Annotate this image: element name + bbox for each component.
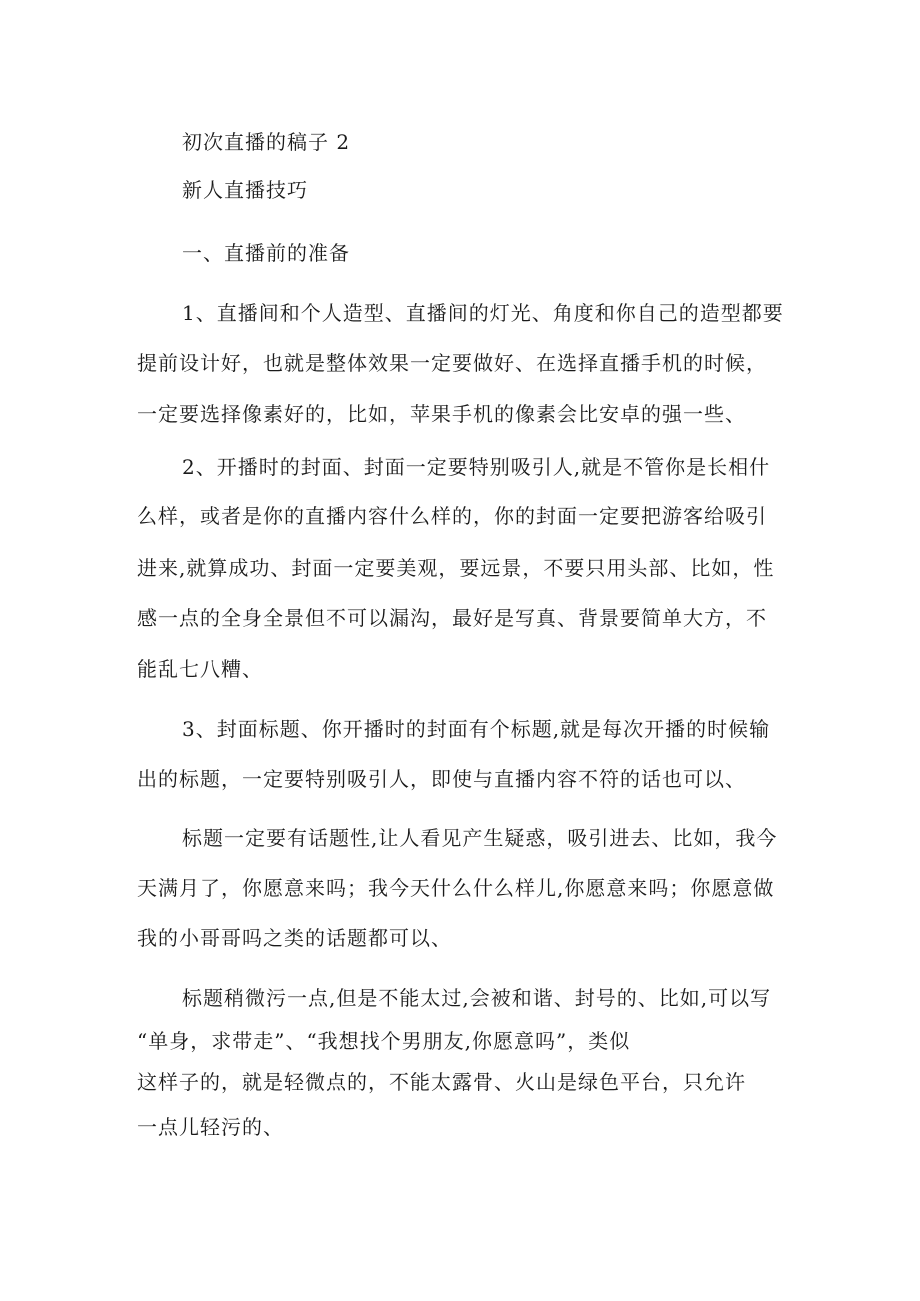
paragraph-2-line-5: 能乱七八糟、 [137, 657, 263, 681]
paragraph-4-line-1: 标题一定要有话题性,让人看见产生疑惑，吸引进去、比如，我今 [182, 826, 778, 850]
document-title: 初次直播的稿子 2 [182, 130, 351, 154]
paragraph-2-line-4: 感一点的全身全景但不可以漏沟，最好是写真、背景要简单大方，不 [137, 606, 767, 630]
paragraph-2-line-2: 么样，或者是你的直播内容什么样的，你的封面一定要把游客给吸引 [137, 504, 767, 528]
paragraph-2-line-1: 2、开播时的封面、封面一定要特别吸引人,就是不管你是长相什 [182, 455, 771, 479]
paragraph-1-line-3: 一定要选择像素好的，比如，苹果手机的像素会比安卓的强一些、 [137, 402, 746, 426]
paragraph-4-line-2: 天满月了，你愿意来吗；我今天什么什么样儿,你愿意来吗；你愿意做 [137, 876, 775, 900]
paragraph-1-line-1: 1、直播间和个人造型、直播间的灯光、角度和你自己的造型都要 [182, 301, 784, 325]
document-subtitle: 新人直播技巧 [182, 178, 308, 202]
paragraph-3-line-1: 3、封面标题、你开播时的封面有个标题,就是每次开播的时候输 [182, 717, 771, 741]
paragraph-3-line-2: 出的标题，一定要特别吸引人，即使与直播内容不符的话也可以、 [137, 767, 746, 791]
paragraph-1-line-2: 提前设计好，也就是整体效果一定要做好、在选择直播手机的时候， [137, 351, 767, 375]
paragraph-4-line-3: 我的小哥哥吗之类的话题都可以、 [137, 926, 452, 950]
paragraph-2-line-3: 进来,就算成功、封面一定要美观，要远景，不要只用头部、比如，性 [137, 556, 775, 580]
paragraph-5-line-2: “单身，求带走”、“我想找个男朋友,你愿意吗”，类似 [137, 1029, 631, 1053]
paragraph-5-line-3: 这样子的，就是轻微点的，不能太露骨、火山是绿色平台，只允许 [137, 1070, 746, 1094]
paragraph-5-line-4: 一点儿轻污的、 [137, 1115, 284, 1139]
section-heading: 一、直播前的准备 [182, 241, 350, 265]
paragraph-5-line-1: 标题稍微污一点,但是不能太过,会被和谐、封号的、比如,可以写 [182, 986, 772, 1010]
